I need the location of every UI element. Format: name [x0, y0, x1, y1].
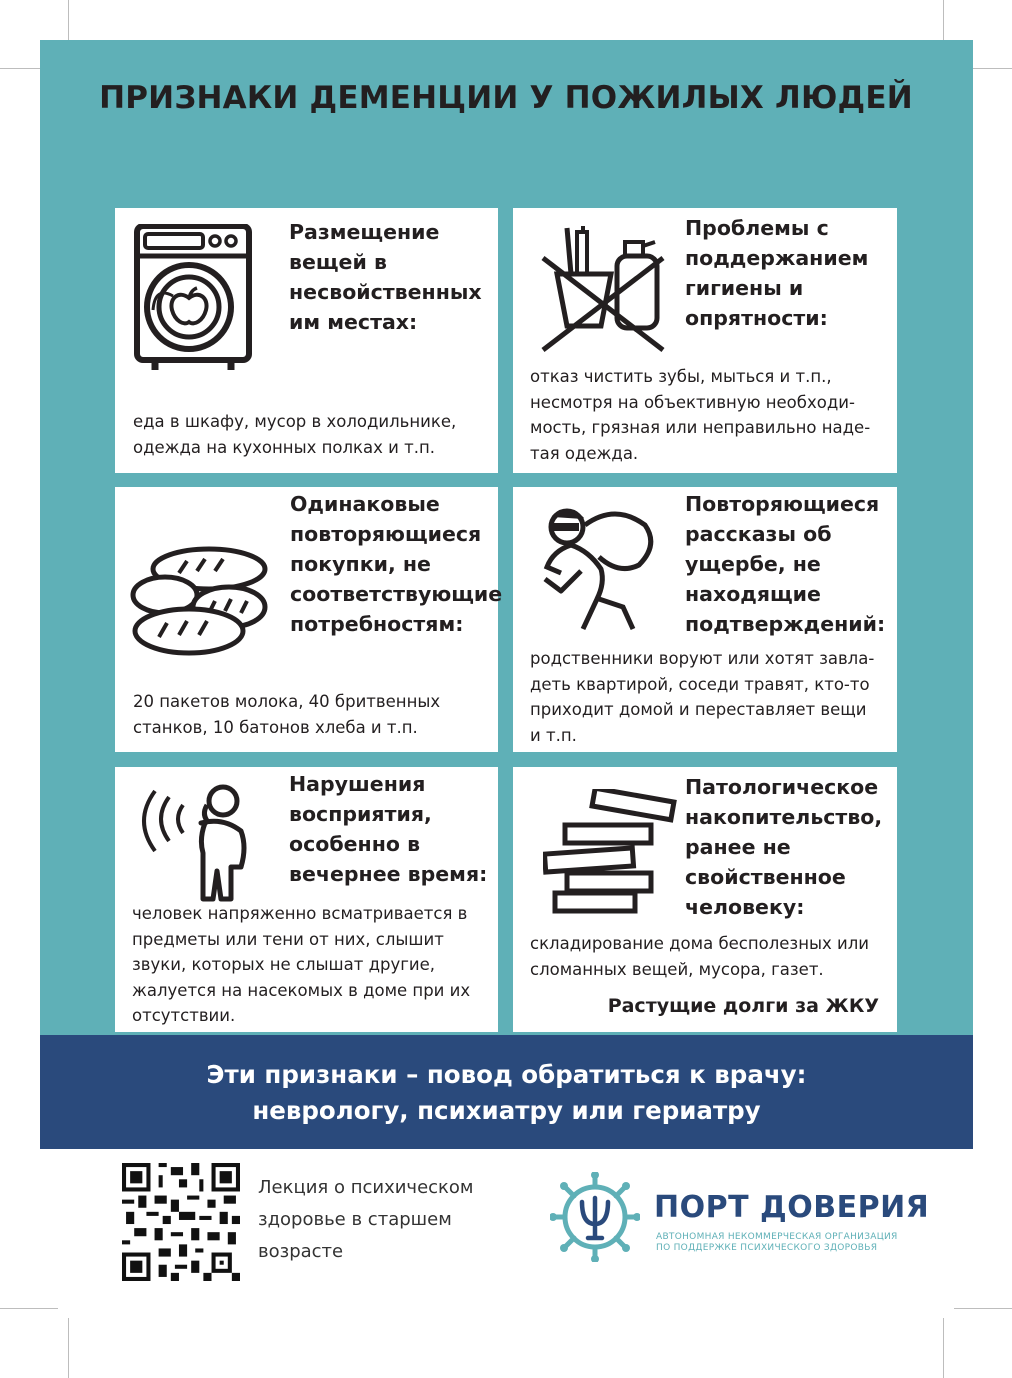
banner-line: Эти признаки – повод обратиться к врачу:	[206, 1060, 807, 1089]
crop-mark	[68, 1318, 69, 1378]
thief-icon	[541, 501, 661, 635]
card-description: родственники воруют или хотят завла- деть квартирой, соседи травят, кто-то приходит домой и переставляет вещи и т.п.	[530, 649, 875, 745]
washing-machine-icon	[133, 224, 253, 376]
crop-mark	[0, 1308, 58, 1309]
lecture-caption: Лекция о психическом здоровье в старшем возрасте	[258, 1177, 474, 1262]
card-heading: Повторяющиеся рассказы об ущербе, не находящие подтверждений:	[685, 492, 886, 636]
doctor-banner	[40, 1035, 973, 1149]
card-heading: Размещение вещей в несвойственных им местах:	[289, 220, 482, 334]
card-misplacing-items	[115, 208, 498, 473]
qr-code-icon[interactable]	[122, 1163, 240, 1281]
stacked-boards-icon	[543, 789, 683, 915]
banner-line: неврологу, психиатру или гериатру	[252, 1096, 761, 1125]
card-hygiene-problems	[513, 208, 897, 473]
org-name: ПОРТ ДОВЕРИЯ	[654, 1190, 930, 1225]
ship-wheel-psi-icon	[550, 1172, 640, 1262]
card-heading: Проблемы с поддержанием гигиены и опрятности:	[685, 216, 869, 330]
card-description: еда в шкафу, мусор в холодильнике, одежда на кухонных полках и т.п.	[133, 412, 457, 457]
bread-loaves-icon	[129, 545, 271, 657]
crop-mark	[943, 1318, 944, 1378]
card-description: человек напряженно всматривается в предметы или тени от них, слышит звуки, которых не слышат другие, жалуется на насекомых в доме при их отсутствии.	[132, 904, 471, 1025]
page-title: ПРИЗНАКИ ДЕМЕНЦИИ У ПОЖИЛЫХ ЛЮДЕЙ	[99, 80, 913, 116]
card-description: складирование дома бесполезных или сломанных вещей, мусора, газет.	[530, 934, 870, 979]
card-extra-note: Растущие долги за ЖКУ	[607, 995, 879, 1017]
card-description: 20 пакетов молока, 40 бритвенных станков, 10 батонов хлеба и т.п.	[133, 692, 441, 737]
card-damage-stories	[513, 487, 897, 752]
hearing-person-icon	[137, 781, 267, 903]
crop-mark	[954, 1308, 1012, 1309]
card-heading: Патологическое накопительство, ранее не свойственное человеку:	[685, 775, 883, 919]
card-perception-disorders	[115, 767, 498, 1032]
org-subtitle: АВТОНОМНАЯ НЕКОММЕРЧЕСКАЯ ОРГАНИЗАЦИЯ ПО ПОДДЕРЖКЕ ПСИХИЧЕСКОГО ЗДОРОВЬЯ	[656, 1232, 898, 1253]
card-repeated-purchases	[115, 487, 503, 752]
card-heading: Одинаковые повторяющиеся покупки, не соответствующие потребностям:	[290, 492, 503, 636]
card-heading: Нарушения восприятия, особенно в вечернее время:	[289, 772, 488, 886]
card-description: отказ чистить зубы, мыться и т.п., несмотря на объективную необходи- мость, грязная или неправильно наде- тая одежда.	[530, 367, 871, 463]
crossed-hygiene-icon	[537, 222, 667, 356]
card-hoarding	[513, 767, 897, 1032]
